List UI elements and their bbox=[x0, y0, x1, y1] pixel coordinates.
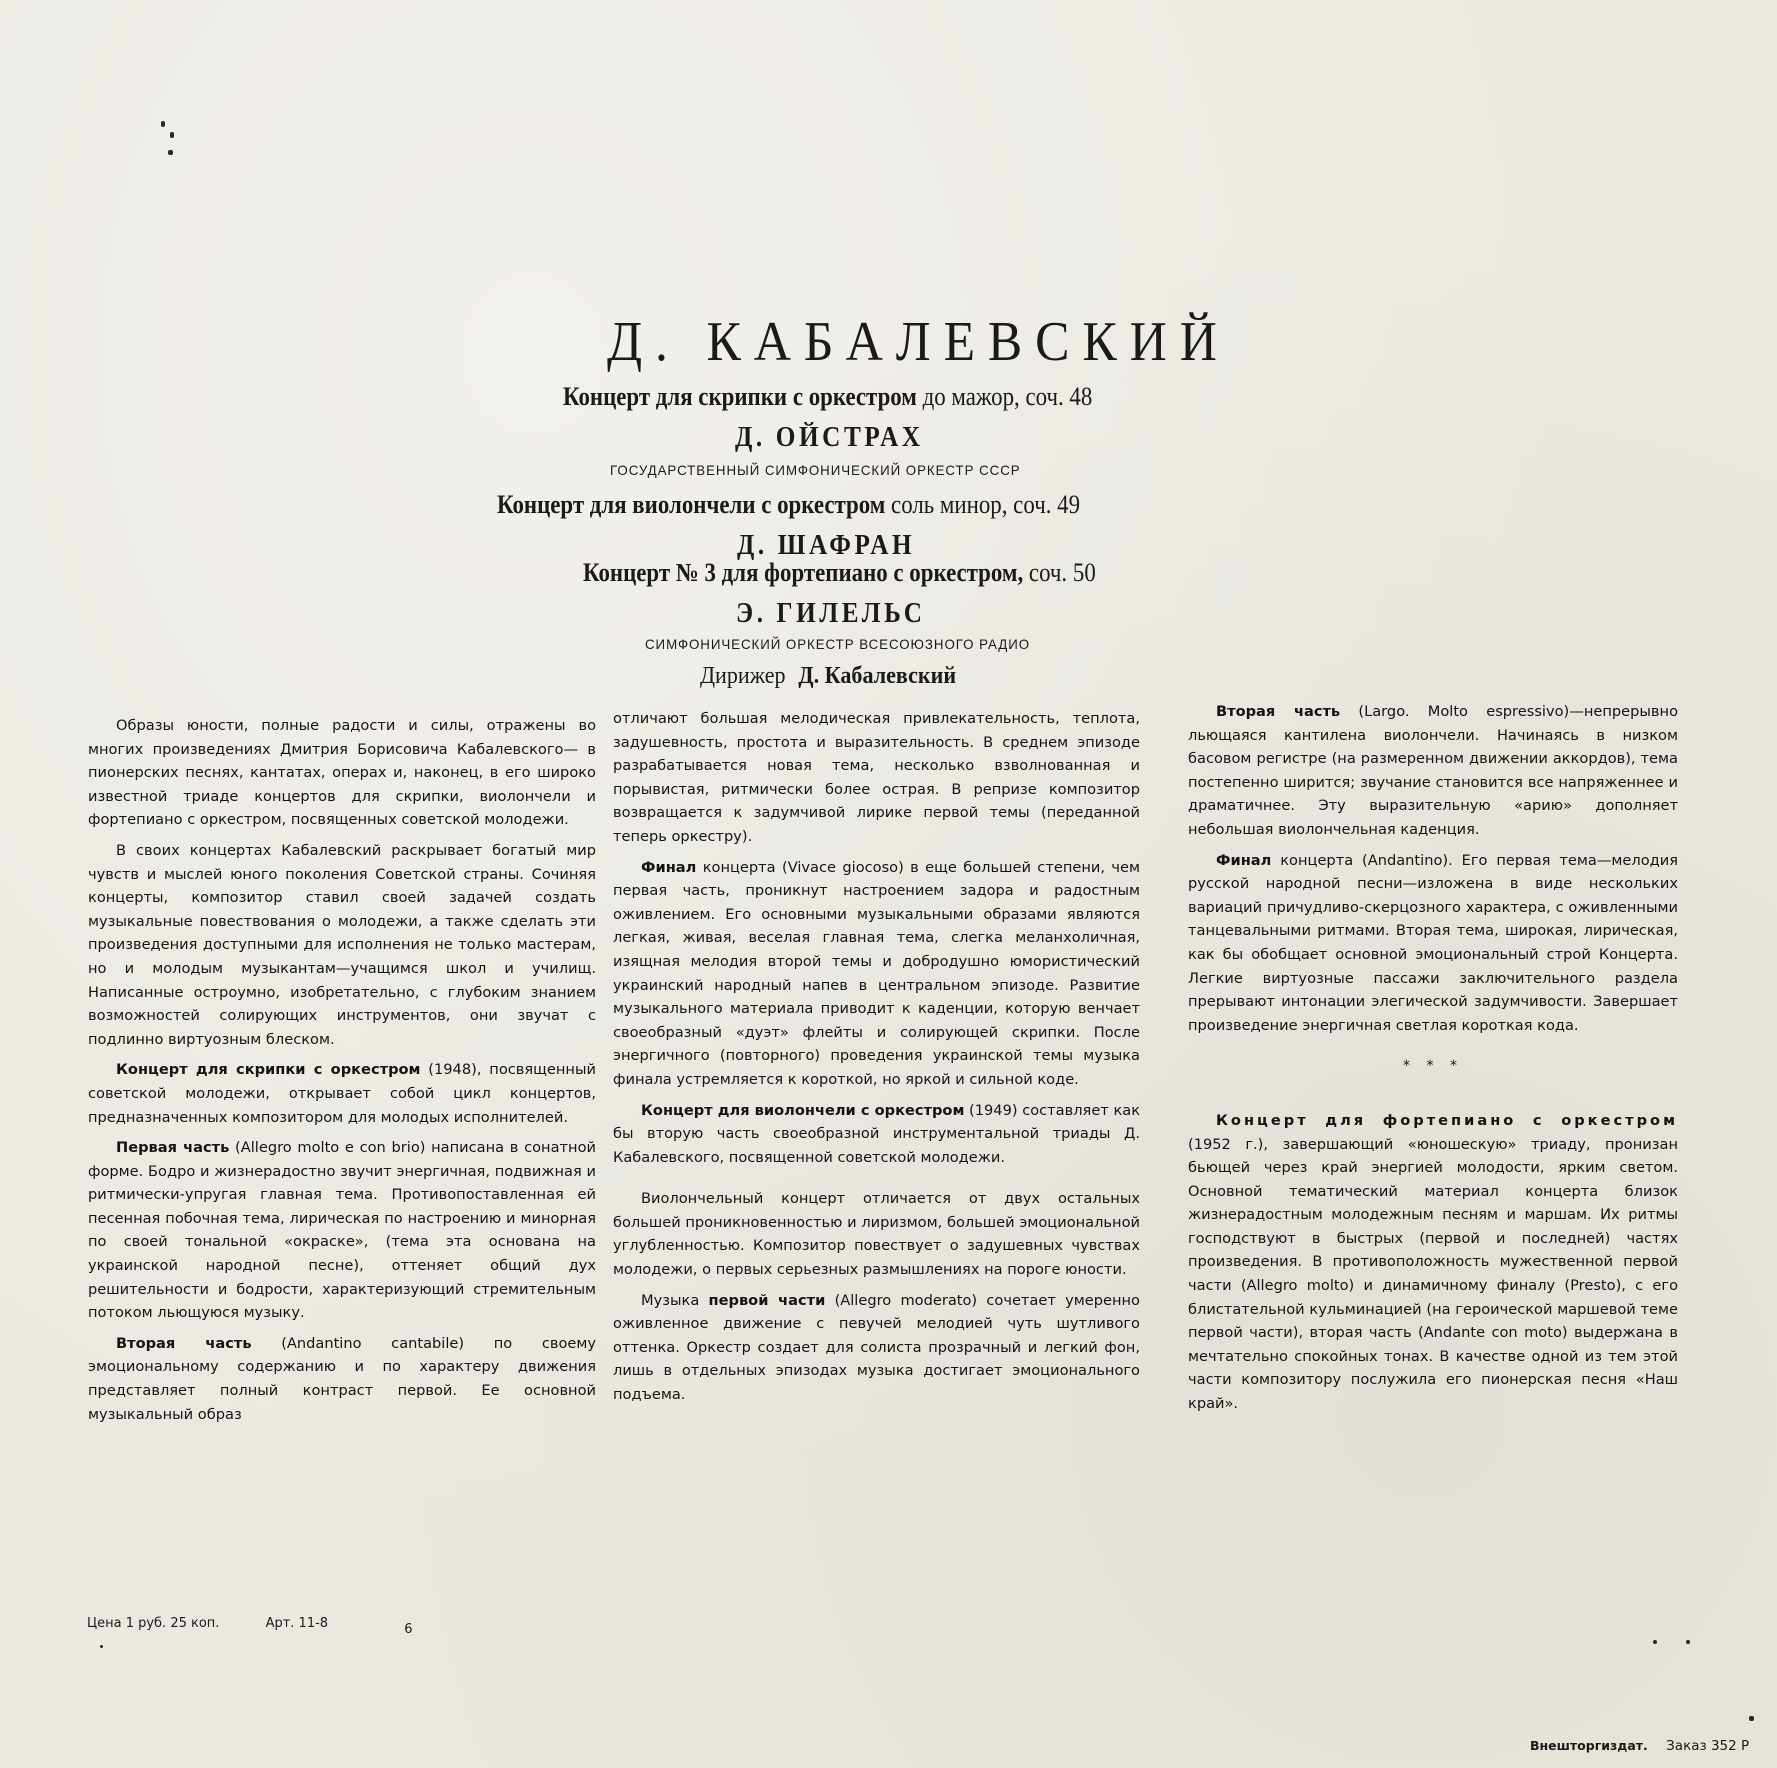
paragraph: Образы юности, полные радости и силы, отражены во многих произведениях Дмитрия Борисовича Кабалевского— в пионерских песнях, кантатах, операх и, наконец, в его широко известной триаде концертов для скрипки, виолончели и фортепиано с оркестром, посвященных советской молодежи. bbox=[88, 717, 596, 829]
paragraph: Концерт для фортепиано с оркестром (1952 г.), завершающий «юношескую» триаду, пронизан бьющей через край энергией молодости, ярким светом. Основной тематический материал концерта близок жизнерадостным молодежным песням и маршам. Их ритмы господствуют в быстрых (первой и последней) частях произведения. В противоположность мужественной первой части (Allegro molto) и динамичному финалу (Presto), с его блистательной кульминацией (на героической маршевой теме первой части), вторая часть (Andante con moto) выдержана в мечтательно спокойных тонах. В качестве одной из тем этой части композитору послужила его пионерская песня «Наш край». bbox=[1188, 1111, 1678, 1413]
paragraph: В своих концертах Кабалевский раскрывает богатый мир чувств и мыслей юного поколения Советской страны. Сочиняя концерты, композитор ставил своей задачей создать музыкальные повествования о молодежи, а также сделать эти произведения доступными для исполнения не только мастерам, но и молодым музыкантам—учащимся школ и училищ. Написанные остроумно, изобретательно, с глубоким знанием возможностей солирующих инструментов, они звучат с подлинно виртуозным блеском. bbox=[88, 841, 596, 1048]
text-column-3 bbox=[1188, 700, 1678, 1423]
article-number: Арт. 11-8 bbox=[265, 1616, 329, 1631]
work-key: соч. 50 bbox=[1028, 558, 1096, 587]
work-title-violin bbox=[563, 382, 1092, 412]
paper-speck bbox=[100, 1645, 103, 1648]
bold-heading: Вторая часть bbox=[116, 1334, 252, 1352]
performer-gilels: Э. ГИЛЕЛЬС bbox=[736, 598, 926, 629]
conductor-name: Д. Кабалевский bbox=[798, 663, 957, 689]
text-column-1 bbox=[88, 714, 596, 1433]
publisher-imprint bbox=[1530, 1738, 1749, 1754]
work-title: Концерт для скрипки с оркестром bbox=[563, 382, 917, 411]
bold-heading: Первая часть bbox=[116, 1139, 230, 1157]
paragraph: Концерт для виолончели с оркестром (1949) составляет как бы вторую часть своеобразной инструментальной триады Д. Кабалевского, посвященной советской молодежи. bbox=[613, 1101, 1141, 1166]
orchestra-ussr-state: ГОСУДАРСТВЕННЫЙ СИМФОНИЧЕСКИЙ ОРКЕСТР СССР bbox=[610, 462, 1021, 478]
paragraph: Финал концерта (Andantino). Его первая тема—мелодия русской народной песни—изложена в виде нескольких вариаций причудливо-скерцозного характера, с оживленными танцевальными ритмами. Вторая тема, широкая, лирическая, как бы обобщает основной эмоциональный строй Концерта. Легкие виртуозные пассажи заключительного раздела прерывают интонации элегической задумчивости. Завершает произведение энергичная светлая короткая кода. bbox=[1188, 851, 1678, 1034]
text-column-2 bbox=[613, 707, 1140, 1414]
paper-speck bbox=[161, 121, 165, 127]
bold-heading: Вторая часть bbox=[1216, 703, 1341, 720]
bold-heading: Концерт для фортепиано с оркестром bbox=[1216, 1111, 1678, 1129]
work-title: Концерт для виолончели с оркестром bbox=[497, 490, 886, 519]
work-key: до мажор, соч. 48 bbox=[922, 382, 1093, 411]
performer-oistrakh: Д. ОЙСТРАХ bbox=[735, 422, 924, 453]
work-title-piano bbox=[583, 558, 1096, 588]
paragraph: отличают большая мелодическая привлекательность, теплота, задушевность, простота и выразительность. В среднем эпизоде разрабатывается новая тема, несколько взволнованная и порывистая, ритмически более острая. В репризе композитор возвращается к задумчивой лирике первой темы (переданной теперь оркестру). bbox=[613, 710, 1140, 845]
bold-heading: Концерт для виолончели с оркестром bbox=[641, 1101, 965, 1119]
page-number: 6 bbox=[404, 1622, 413, 1637]
section-separator: * * * bbox=[1403, 1058, 1463, 1075]
paragraph: Музыка первой части (Allegro moderato) сочетает умеренно оживленное движение с певучей мелодией чуть шутливого оттенка. Оркестр создает для солиста прозрачный и легкий фон, лишь в отдельных эпизодах музыка достигает эмоционального подъема. bbox=[613, 1291, 1140, 1404]
work-title-cello bbox=[497, 490, 1080, 520]
bold-heading: первой части bbox=[708, 1291, 826, 1309]
composer-name: Д. КАБАЛЕВСКИЙ bbox=[607, 311, 1230, 373]
footer-imprint bbox=[87, 1616, 413, 1637]
paper-speck bbox=[1686, 1640, 1690, 1644]
order-number: Заказ 352 Р bbox=[1666, 1738, 1750, 1754]
work-key: соль минор, соч. 49 bbox=[891, 490, 1081, 519]
paragraph: Виолончельный концерт отличается от двух остальных большей проникновенностью и лиризмом, большей эмоциональной углубленностью. Композитор повествует о задушевных чувствах молодежи, о первых серьезных размышлениях на пороге юности. bbox=[613, 1190, 1140, 1279]
bold-heading: Финал bbox=[1216, 851, 1272, 869]
paper-speck bbox=[1653, 1640, 1657, 1644]
paragraph: Первая часть (Allegro molto e con brio) написана в сонатной форме. Бодро и жизнерадостно звучит энергичная, подвижная и ритмически-упругая главная тема. Противопоставленная ей песенная побочная тема, лирическая по настроению и минорная по своей тональной «окраске», (тема эта основана на украинской народной песне), оттеняет общий дух решительности и бодрости, характеризующий стремительным потоком льющуюся музыку. bbox=[88, 1139, 596, 1322]
conductor-label: Дирижер bbox=[700, 663, 786, 689]
bold-heading: Финал bbox=[641, 858, 697, 876]
work-title: Концерт № 3 для фортепиано с оркестром, bbox=[583, 558, 1024, 587]
paragraph: Вторая часть (Andantino cantabile) по своему эмоциональному содержанию и по характеру движения представляет полный контраст первой. Ее основной музыкальный образ bbox=[88, 1334, 597, 1423]
paragraph: Финал концерта (Vivace giocoso) в еще большей степени, чем первая часть, проникнут настроением задора и радостным оживлением. Его основными музыкальными образами являются легкая, живая, веселая главная тема, слегка меланхоличная, изящная мелодия второй темы и добродушно юмористический украинский народный напев в центральном эпизоде. Развитие музыкального материала приводит к каденции, которую венчает своеобразный «дуэт» флейты и солирующей скрипки. После энергичного (повторного) проведения украинской темы музыка финала устремляется к короткой, но яркой и сильной коде. bbox=[613, 858, 1140, 1088]
orchestra-all-union-radio: СИМФОНИЧЕСКИЙ ОРКЕСТР ВСЕСОЮЗНОГО РАДИО bbox=[645, 636, 1031, 652]
paragraph: Вторая часть (Largo. Molto espressivo)—непрерывно льющаяся кантилена виолончели. Начинаясь в низком басовом регистре (на размеренном движении аккордов), тема постепенно ширится; звучание становится все напряженнее и драматичнее. Эту выразительную «арию» дополняет небольшая виолончельная каденция. bbox=[1188, 703, 1678, 838]
bold-heading: Концерт для скрипки с оркестром bbox=[116, 1061, 421, 1079]
paragraph: Концерт для скрипки с оркестром (1948), посвященный советской молодежи, открывает собой цикл концертов, предназначенных композитором для молодых исполнителей. bbox=[88, 1061, 596, 1126]
performer-shafran: Д. ШАФРАН bbox=[737, 530, 916, 561]
paper-speck bbox=[1749, 1716, 1754, 1721]
price-label: Цена 1 руб. 25 коп. bbox=[87, 1616, 220, 1631]
conductor-line bbox=[700, 663, 956, 690]
paper-speck bbox=[170, 132, 174, 138]
paper-speck bbox=[168, 150, 173, 155]
publisher-name: Внешторгиздат. bbox=[1530, 1738, 1648, 1753]
